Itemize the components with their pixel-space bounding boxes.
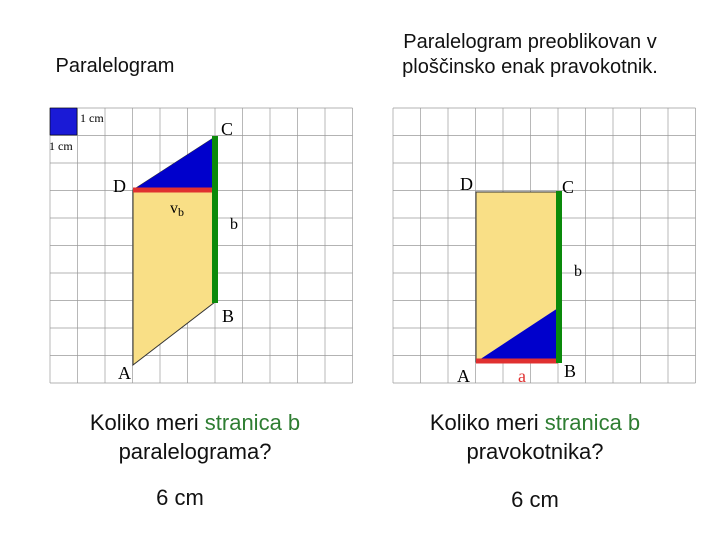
unit-label-horizontal: 1 cm — [80, 111, 104, 125]
question-left — [50, 408, 340, 466]
side-a-label: a — [518, 366, 526, 386]
question-right-line-1 — [390, 408, 680, 437]
side-b-label-right: b — [574, 263, 582, 280]
side-b-label-left: b — [230, 216, 238, 233]
vertex-c-left: C — [221, 119, 234, 139]
vertex-a-left: A — [118, 363, 131, 383]
answer-left: 6 cm — [156, 485, 204, 510]
question-right-prefix: Koliko meri — [429, 410, 545, 435]
vertex-c-right: C — [562, 177, 575, 197]
title-right-line-2: ploščinsko enak pravokotnik. — [402, 56, 658, 78]
question-left-line-2: paralelograma? — [118, 439, 272, 464]
question-right — [390, 408, 680, 466]
question-left-prefix: Koliko meri — [89, 410, 205, 435]
answer-right: 6 cm — [511, 487, 559, 512]
unit-square — [50, 108, 77, 135]
question-right-line-2: pravokotnika? — [466, 439, 604, 464]
height-label-vb: vb — [170, 200, 184, 219]
question-right-highlight: stranica b — [544, 410, 641, 435]
title-right-line-1: Paralelogram preoblikovan v — [403, 31, 657, 53]
unit-label-vertical: 1 cm — [49, 139, 73, 153]
vertex-d-right: D — [460, 174, 473, 194]
question-left-line-1 — [50, 408, 340, 437]
vertex-d-left: D — [113, 176, 126, 196]
title-paralelogram: Paralelogram — [55, 55, 175, 77]
vertex-b-right: B — [564, 361, 577, 381]
vertex-b-left: B — [222, 306, 235, 326]
vertex-a-right: A — [457, 366, 470, 386]
question-left-highlight: stranica b — [204, 410, 301, 435]
